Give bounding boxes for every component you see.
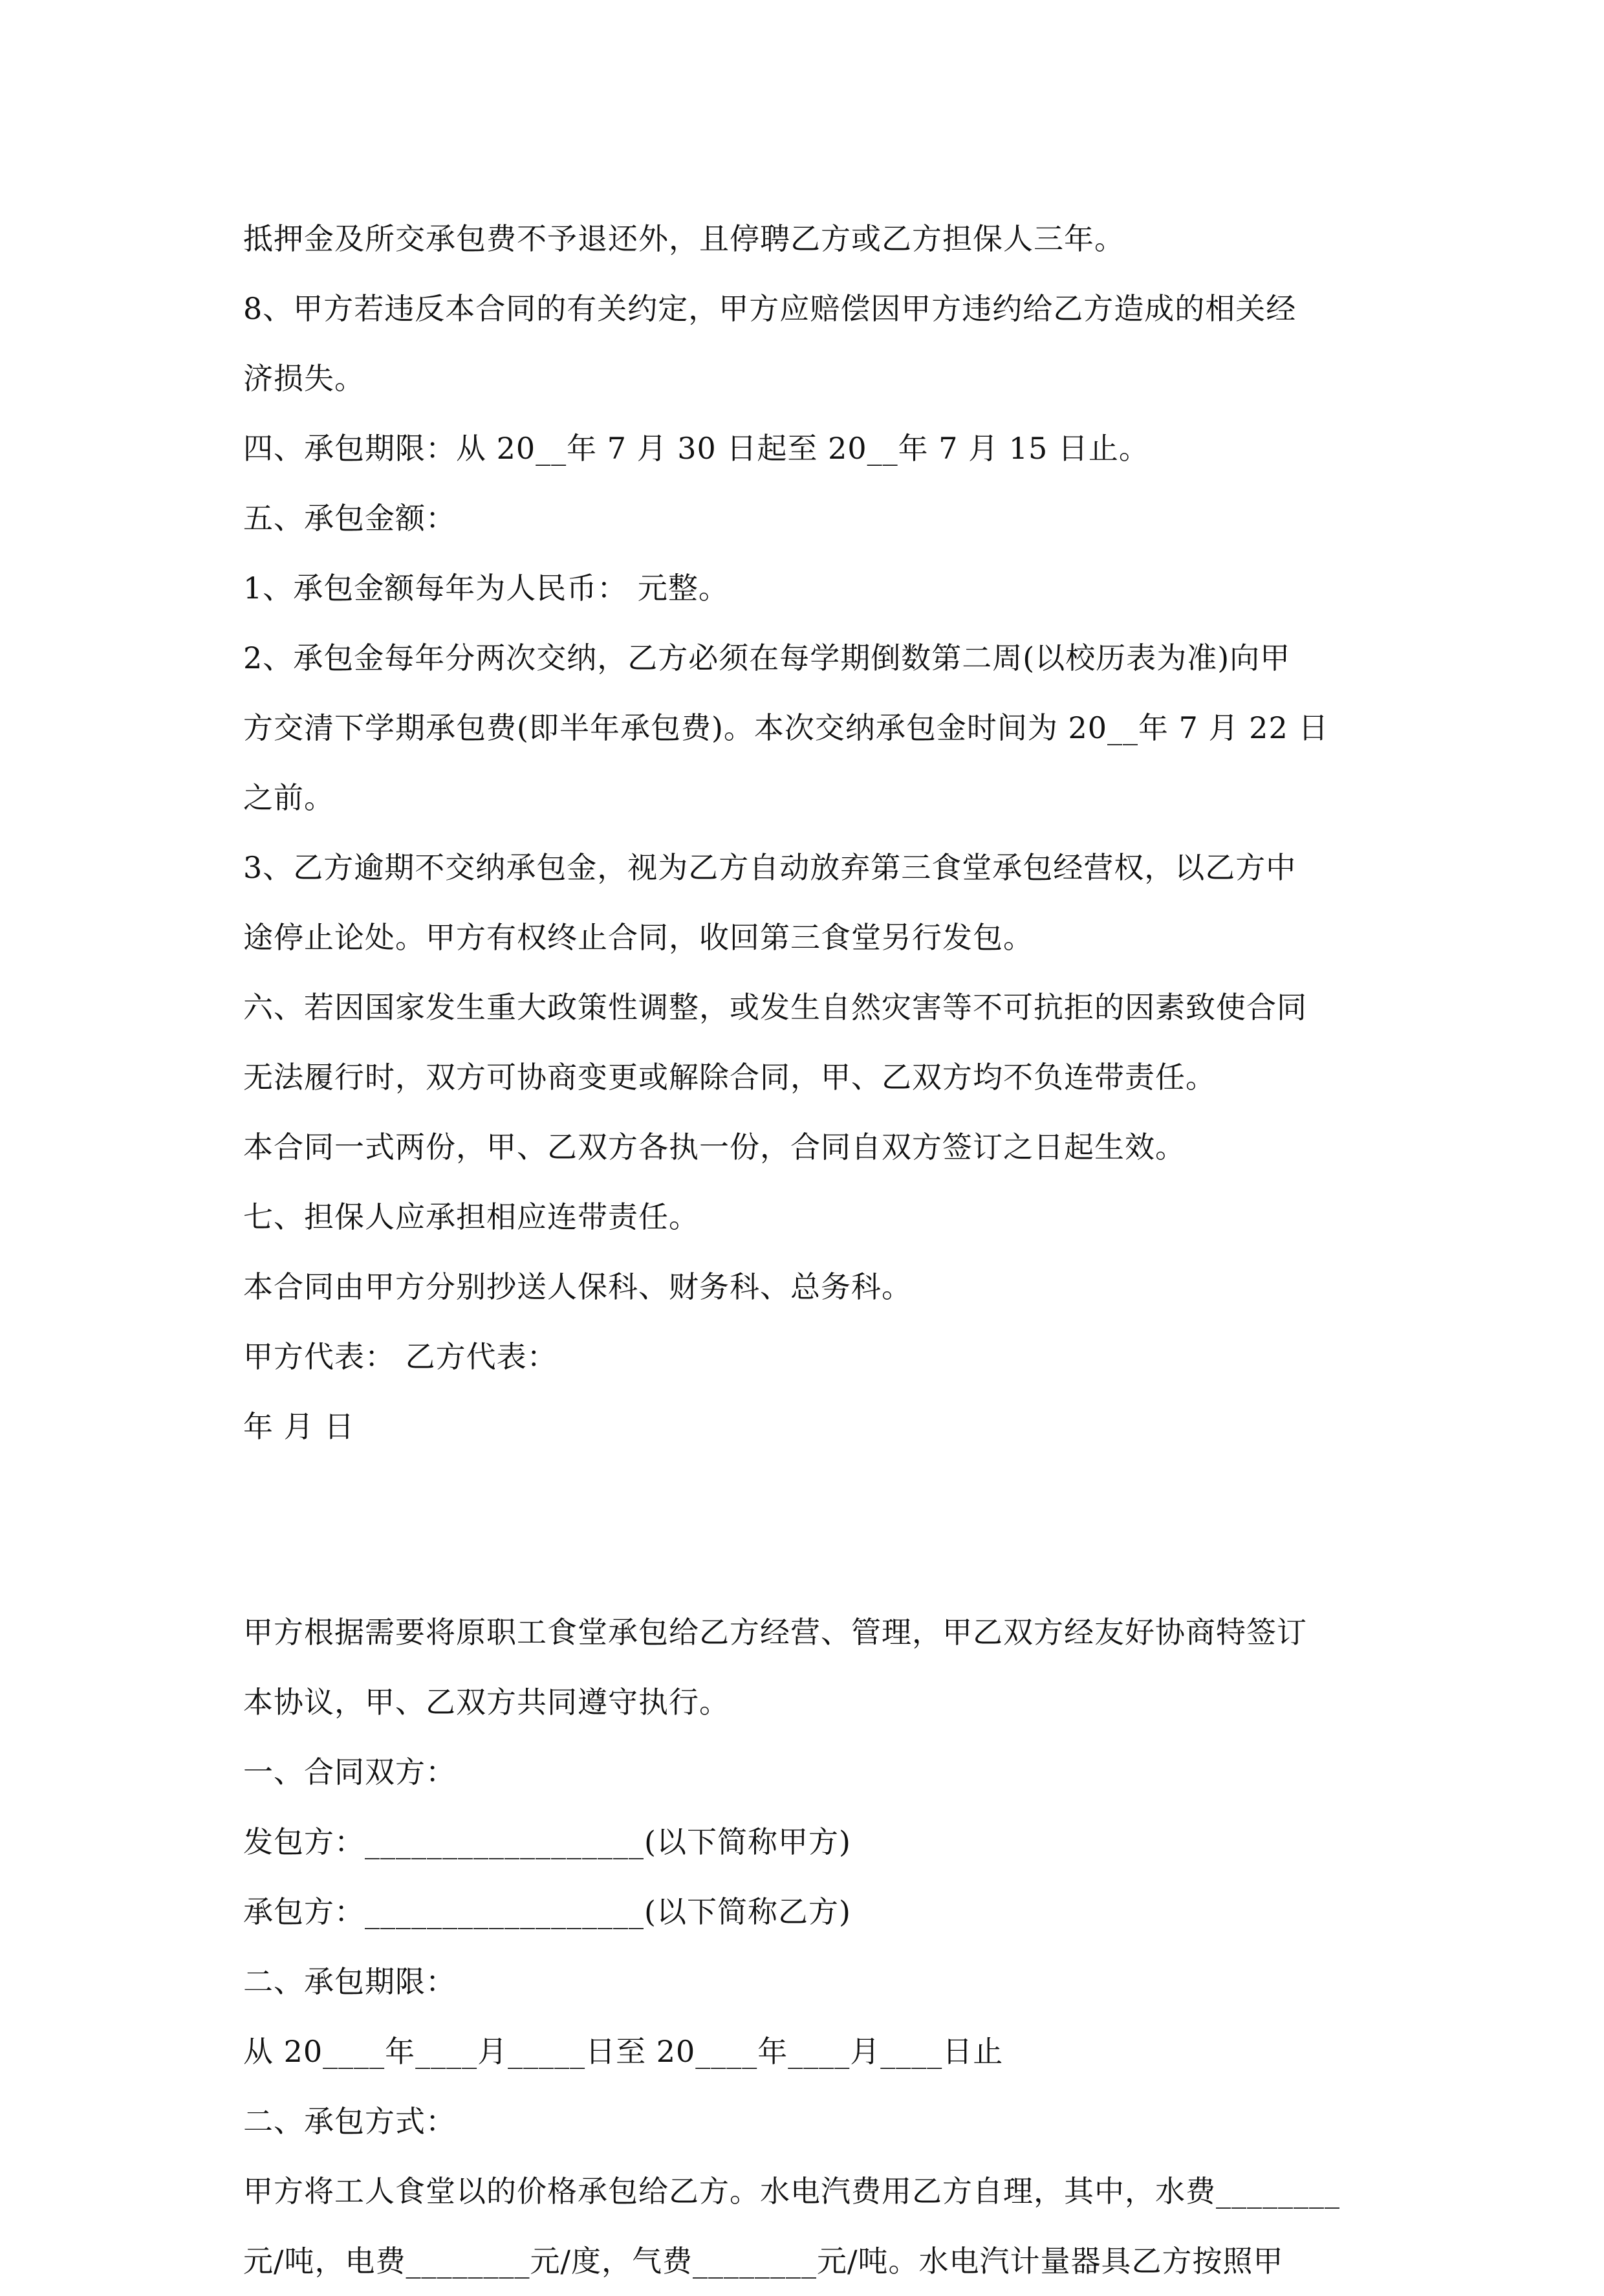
document-body [243,204,1369,2296]
text-line: 本合同由甲方分别抄送人保科、财务科、总务科。 [243,1269,912,1304]
text-line: 发包方：__________________(以下简称甲方) [243,1824,851,1859]
text-line: 抵押金及所交承包费不予退还外，且停聘乙方或乙方担保人三年。 [243,221,1125,256]
text-line: 承包方：__________________(以下简称乙方) [243,1894,851,1929]
text-line: 七、担保人应承担相应连带责任。 [243,1199,699,1234]
text-line: 四、承包期限：从 20__年 7 月 30 日起至 20__年 7 月 15 日止。 [243,431,1149,466]
date-line: 年 月 日 [243,1409,355,1444]
text-line: 济损失。 [243,361,365,396]
text-line: 之前。 [243,780,334,815]
text-line: 甲方将工人食堂以的价格承包给乙方。水电汽费用乙方自理，其中，水费________ [243,2174,1340,2209]
text-line: 途停止论处。甲方有权终止合同，收回第三食堂另行发包。 [243,920,1034,955]
text-line: 3、乙方逾期不交纳承包金，视为乙方自动放弃第三食堂承包经营权，以乙方中 [243,850,1297,885]
text-line: 本协议，甲、乙双方共同遵守执行。 [243,1685,730,1720]
signature-line: 甲方代表： 乙方代表： [243,1339,558,1374]
text-line: 无法履行时，双方可协商变更或解除合同，甲、乙双方均不负连带责任。 [243,1060,1216,1095]
text-line: 从 20____年____月_____日至 20____年____月____日止 [243,2034,1004,2069]
text-line: 一、合同双方： [243,1755,456,1789]
text-line: 元/吨，电费________元/度，气费________元/吨。水电汽计量器具乙方按照甲 [243,2244,1284,2279]
text-line: 二、承包方式： [243,2104,456,2139]
text-line: 8、甲方若违反本合同的有关约定，甲方应赔偿因甲方违约给乙方造成的相关经 [243,291,1297,326]
text-line: 本合同一式两份，甲、乙双方各执一份，合同自双方签订之日起生效。 [243,1130,1186,1164]
section-gap [243,1461,1369,1597]
text-line: 二、承包期限： [243,1964,456,1999]
text-line: 2、承包金每年分两次交纳，乙方必须在每学期倒数第二周(以校历表为准)向甲 [243,640,1291,675]
text-line: 1、承包金额每年为人民币： 元整。 [243,571,729,606]
text-line: 方交清下学期承包费(即半年承包费)。本次交纳承包金时间为 20__年 7 月 22 日 [243,710,1329,745]
text-line: 五、承包金额： [243,501,456,536]
text-line: 甲方根据需要将原职工食堂承包给乙方经营、管理，甲乙双方经友好协商特签订 [243,1615,1307,1650]
text-line: 六、若因国家发生重大政策性调整，或发生自然灾害等不可抗拒的因素致使合同 [243,990,1307,1025]
